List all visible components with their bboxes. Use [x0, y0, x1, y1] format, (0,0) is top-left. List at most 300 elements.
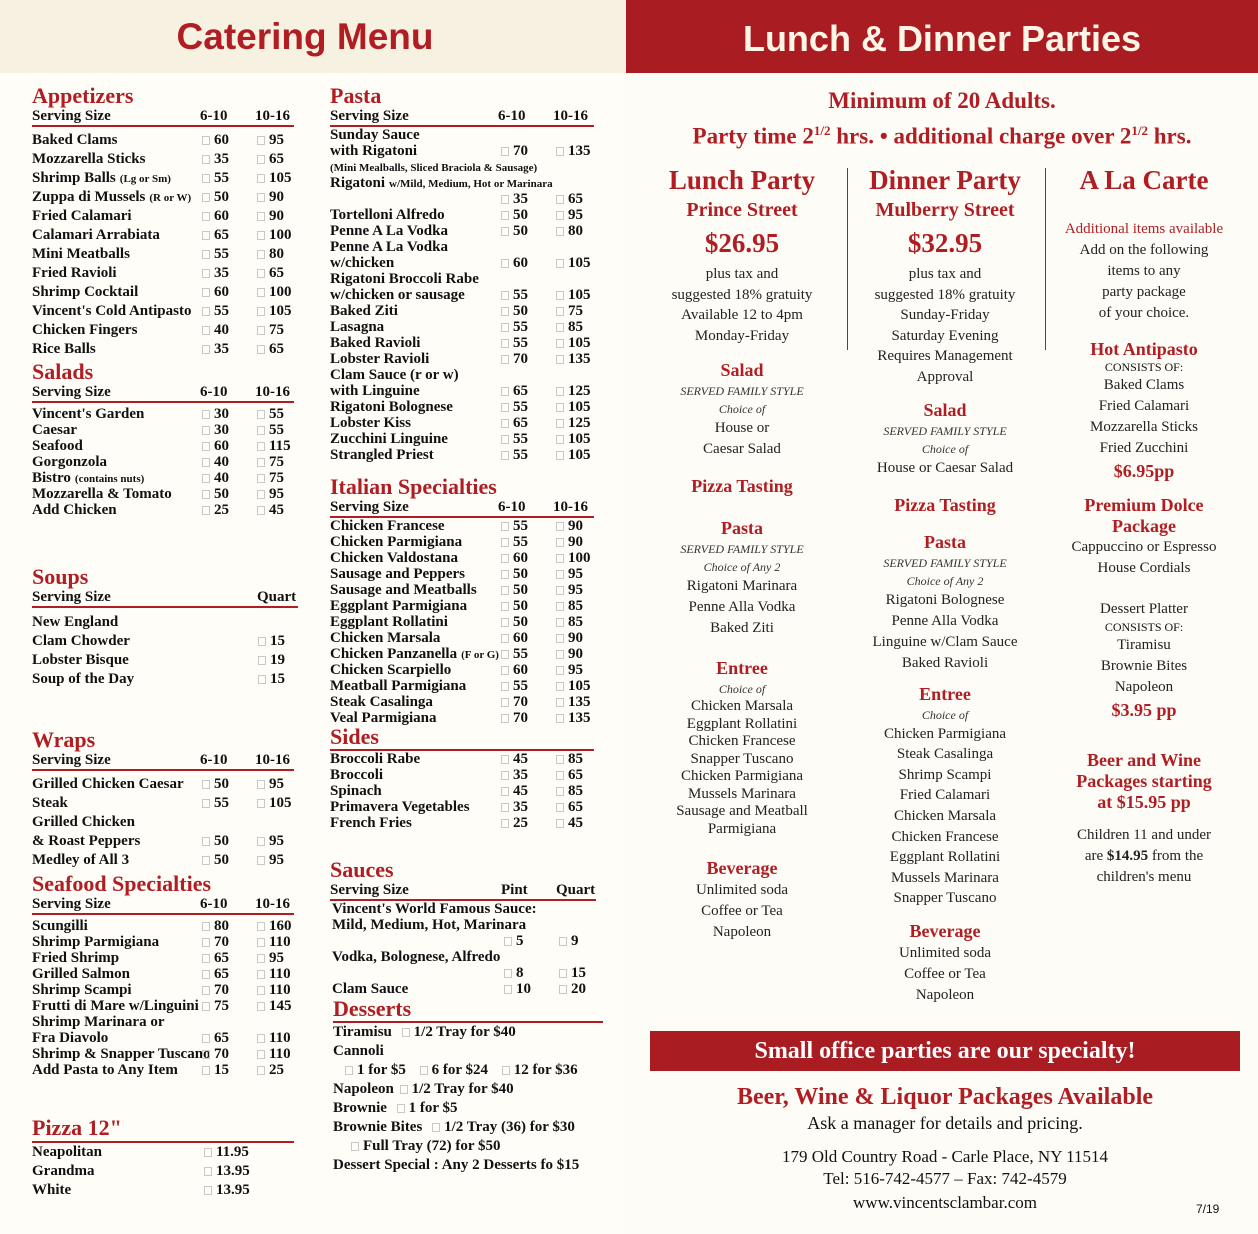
price-box: 70	[202, 934, 229, 950]
item-name: Sausage and Meatballs	[330, 582, 477, 598]
wraps-title: Wraps	[32, 727, 96, 752]
item-name: Zucchini Linguine	[330, 431, 448, 447]
price-box: 50	[202, 832, 229, 851]
menu-item-row	[330, 799, 594, 815]
price-box: 60	[202, 131, 229, 150]
minimum-info	[626, 87, 1258, 153]
soups-title: Soups	[32, 564, 89, 589]
wraps-section	[32, 729, 294, 870]
serving-size-label: Serving Size	[330, 499, 409, 515]
seafood-section	[32, 873, 294, 1078]
price-box: 65	[202, 1030, 229, 1046]
specialty-banner: Small office parties are our specialty!	[650, 1031, 1240, 1071]
menu-item-row	[330, 335, 594, 351]
col-10-16: 10-16	[255, 896, 290, 912]
menu-item-row	[330, 271, 594, 287]
price-box: 55	[501, 399, 528, 415]
wraps-header	[32, 751, 294, 771]
menu-item-row	[330, 351, 594, 367]
dinner-detail: Sunday-Friday	[900, 307, 990, 324]
item-name: Mozzarella & Tomato	[32, 486, 172, 502]
price-box: 60	[202, 438, 229, 454]
lunch-pizza-tasting: Pizza Tasting	[691, 476, 793, 497]
menu-item-row	[330, 582, 594, 598]
item-name: Chicken Fingers	[32, 322, 138, 338]
menu-item-row	[32, 950, 294, 966]
col-quart: Quart	[556, 882, 596, 898]
menu-item-row	[330, 127, 594, 143]
consists-of: CONSISTS OF:	[1104, 620, 1184, 634]
item-name: Rigatoni w/Mild, Medium, Hot or Marinara	[330, 175, 553, 191]
lunch-detail: suggested 18% gratuity	[671, 286, 813, 303]
price-box: 45	[501, 751, 528, 767]
dessert-row	[333, 1080, 603, 1099]
beverage-item: Napoleon	[712, 924, 772, 941]
menu-item-row	[330, 598, 594, 614]
price-box: 85	[556, 783, 583, 799]
menu-item-row	[32, 470, 294, 486]
item-name: Sausage and Peppers	[330, 566, 466, 582]
alacarte-title: A La Carte	[1079, 165, 1209, 195]
price-box: 50	[501, 223, 528, 239]
salads-section	[32, 361, 294, 518]
item-name: Chicken Marsala	[330, 630, 441, 646]
menu-item-row	[32, 1030, 294, 1046]
menu-item-row	[32, 169, 294, 188]
menu-item-row	[32, 283, 294, 302]
price-box: 11.95	[204, 1143, 249, 1162]
price-box: 50	[501, 566, 528, 582]
item-name: w/chicken	[330, 255, 395, 271]
pasta-section	[330, 85, 594, 463]
pasta-item: Penne Alla Vodka	[688, 599, 796, 616]
served-family-style: SERVED FAMILY STYLE	[883, 423, 1007, 438]
price-box: 50	[501, 614, 528, 630]
menu-item-row	[32, 934, 294, 950]
item-name: Shrimp Marinara or	[32, 1014, 165, 1030]
price-box: 115	[257, 438, 291, 454]
catering-menu-page	[0, 0, 626, 1234]
price-box: 55	[202, 302, 229, 321]
menu-item-row	[32, 207, 294, 226]
address: 179 Old Country Road - Carle Place, NY 11514	[782, 1147, 1108, 1166]
item-name: Lasagna	[330, 319, 385, 335]
price-box: 75	[257, 321, 284, 340]
dinner-beverage-title: Beverage	[909, 920, 981, 941]
item-name: Shrimp & Snapper Tuscano	[32, 1046, 211, 1062]
price-box: 95	[257, 486, 284, 502]
dinner-detail: Requires Management	[877, 348, 1013, 365]
beverage-item: Unlimited soda	[898, 944, 992, 961]
price-box: 95	[556, 582, 583, 598]
price-box: 105	[556, 431, 591, 447]
menu-item-row	[32, 406, 294, 422]
choice-label: Choice of	[718, 402, 766, 417]
price-box: 50	[501, 582, 528, 598]
price-box: 15	[258, 632, 285, 651]
dinner-entree-title: Entree	[919, 683, 971, 704]
price-box: 100	[556, 550, 591, 566]
price-box: 50	[202, 775, 229, 794]
serving-size-label: Serving Size	[330, 882, 409, 898]
party-banner	[626, 0, 1258, 73]
sides-title: Sides	[330, 726, 594, 751]
item-name: Mini Meatballs	[32, 246, 130, 262]
choice-label: Choice of Any 2	[906, 573, 984, 588]
lunch-entree-title: Entree	[716, 658, 768, 679]
item-name: Fried Shrimp	[32, 950, 120, 966]
item-name: Grilled Chicken	[32, 814, 135, 830]
price-box: 70	[501, 694, 528, 710]
sauce-prices	[330, 933, 596, 949]
choice-label: Choice of	[921, 441, 969, 456]
item-name: Grandma	[32, 1163, 95, 1179]
price-box: 50	[202, 188, 229, 207]
party-time: Party time $2^{1/2}$ hrs. • additional charge over $2^{1/2}$ hrs.	[692, 123, 1192, 149]
price-box: 145	[257, 998, 292, 1014]
price-box: 35	[202, 340, 229, 359]
menu-item-row	[32, 775, 294, 794]
choice-label: Choice of	[718, 682, 766, 697]
liquor-packages: Beer, Wine & Liquor Packages Available	[736, 1084, 1154, 1110]
price-box: 75	[202, 998, 229, 1014]
sauce-line	[330, 901, 596, 917]
price-box: 105	[556, 287, 591, 303]
salad-item: House or	[714, 420, 770, 437]
menu-item-row	[330, 223, 594, 239]
item-name: Baked Ziti	[330, 303, 398, 319]
price-box: 55	[202, 794, 229, 813]
choice-label: Choice of	[921, 707, 969, 722]
menu-item-row	[330, 550, 594, 566]
item-name: Penne A La Vodka	[330, 223, 448, 239]
price-box: 75	[556, 303, 583, 319]
price-box: 90	[556, 534, 583, 550]
col-10-16: 10-16	[553, 108, 588, 124]
serving-size-label: Serving Size	[32, 384, 111, 400]
menu-item-row	[32, 422, 294, 438]
choice-label: Choice of Any 2	[703, 560, 781, 575]
price-box: 13.95	[204, 1181, 250, 1200]
menu-item-row	[330, 662, 594, 678]
menu-item-row	[32, 1162, 294, 1181]
item-name: Steak	[32, 795, 68, 811]
item-name: Steak Casalinga	[330, 694, 433, 710]
price-box: 65	[257, 340, 284, 359]
price-box: 110	[257, 982, 291, 998]
sauce-prices	[330, 965, 596, 981]
menu-item-row	[330, 415, 594, 431]
entree-item: Parmigiana	[707, 820, 777, 837]
price-box: 135	[556, 710, 591, 726]
col-quart: Quart	[257, 589, 297, 605]
print-code: 7/19	[1196, 1202, 1220, 1216]
menu-item-row	[330, 175, 594, 191]
served-family-style: SERVED FAMILY STYLE	[883, 555, 1007, 570]
price-box: 55	[202, 245, 229, 264]
item-name: Caesar	[32, 422, 77, 438]
price-box: 55	[257, 422, 284, 438]
beverage-item: Unlimited soda	[695, 882, 789, 899]
price-box: 105	[556, 335, 591, 351]
item-name: Primavera Vegetables	[330, 799, 470, 815]
price-box: 110	[257, 934, 291, 950]
dessert-special: Dessert Special : Any 2 Desserts fo $15	[333, 1157, 580, 1173]
price-box: 110	[257, 1046, 291, 1062]
menu-item-row	[330, 191, 594, 207]
price-box: 45	[501, 783, 528, 799]
serving-size-label: Serving Size	[32, 589, 111, 605]
pasta-item: Baked Ravioli	[901, 654, 989, 671]
dolce-item: Cappuccino or Espresso	[1071, 539, 1217, 555]
menu-item-row	[330, 143, 594, 159]
catering-banner	[0, 0, 626, 73]
dessert-row	[333, 1023, 603, 1042]
menu-item-row	[330, 767, 594, 783]
item-name: Shrimp Balls (Lg or Sm)	[32, 170, 171, 186]
menu-item-row	[32, 502, 294, 518]
dinner-price: $32.95	[907, 228, 983, 258]
seafood-title: Seafood Specialties	[32, 871, 212, 896]
alacarte-column	[1046, 164, 1242, 888]
price-box: 95	[556, 662, 583, 678]
menu-item-row	[32, 486, 294, 502]
pizza-title: Pizza 12"	[32, 1117, 294, 1143]
item-name: Calamari Arrabiata	[32, 227, 160, 243]
item-name: Sunday Sauce	[330, 127, 420, 143]
sauce-line	[330, 949, 596, 965]
entree-item: Snapper Tuscano	[690, 750, 794, 767]
sauce-name: Vincent's World Famous Sauce:	[332, 901, 537, 917]
price-box: 65	[257, 264, 284, 283]
phone-fax: Tel: 516-742-4577 – Fax: 742-4579	[823, 1169, 1067, 1188]
party-title: Lunch & Dinner Parties	[742, 18, 1142, 59]
item-name: Grilled Chicken Caesar	[32, 776, 184, 792]
brownie-bites-full: Full Tray (72) for $50	[351, 1137, 501, 1156]
entree-item: Snapper Tuscano	[893, 890, 997, 907]
price-box: 60	[501, 550, 528, 566]
entree-item: Chicken Francese	[688, 733, 796, 750]
menu-item-row	[330, 614, 594, 630]
pasta-item: Linguine w/Clam Sauce	[872, 633, 1018, 650]
salad-item: Caesar Salad	[703, 441, 781, 458]
entree-item: Chicken Francese	[891, 828, 999, 845]
item-name: Vincent's Cold Antipasto	[32, 303, 192, 319]
menu-item-row	[32, 150, 294, 169]
item-name: French Fries	[330, 815, 412, 831]
col-10-16: 10-16	[255, 752, 290, 768]
salads-header	[32, 383, 294, 403]
price-box: 65	[257, 150, 284, 169]
appetizers-header	[32, 107, 294, 127]
price-box: 70	[501, 351, 528, 367]
entree-item: Eggplant Rollatini	[686, 715, 798, 732]
price-box: 95	[257, 131, 284, 150]
item-name: (Mini Mealballs, Sliced Braciola & Sausage)	[330, 162, 538, 174]
price-box: 30	[202, 422, 229, 438]
price-box: 70	[202, 1046, 229, 1062]
price-box: 55	[501, 335, 528, 351]
menu-item-row	[32, 1143, 294, 1162]
dessert-row	[333, 1099, 603, 1118]
menu-item-row	[330, 447, 594, 463]
entree-item: Chicken Parmigiana	[680, 768, 804, 785]
desserts-title: Desserts	[333, 998, 603, 1023]
price-box: 65	[501, 415, 528, 431]
pasta-item: Rigatoni Marinara	[686, 578, 798, 595]
menu-item-row	[330, 287, 594, 303]
item-name: Zuppa di Mussels (R or W)	[32, 189, 192, 205]
menu-item-row	[32, 226, 294, 245]
website-link[interactable]: www.vincentsclambar.com	[853, 1193, 1037, 1212]
lunch-detail: plus tax and	[705, 266, 779, 282]
dinner-salad-title: Salad	[923, 399, 967, 420]
minimum-adults: Minimum of 20 Adults.	[828, 88, 1056, 113]
menu-item-row	[32, 613, 298, 632]
dessert-platter-price: $3.95 pp	[1111, 700, 1177, 720]
dessert-tiramisu: Tiramisu 1/2 Tray for $40	[333, 1024, 516, 1040]
menu-item-row	[330, 566, 594, 582]
price-box: 45	[556, 815, 583, 831]
menu-item-row	[330, 694, 594, 710]
pasta-item: Rigatoni Bolognese	[885, 591, 1005, 608]
dinner-pizza-tasting: Pizza Tasting	[894, 494, 996, 515]
hot-antipasto-item: Fried Zucchini	[1099, 440, 1189, 456]
lunch-location: Prince Street	[686, 199, 798, 221]
menu-item-row	[330, 534, 594, 550]
served-family-style: SERVED FAMILY STYLE	[680, 542, 804, 557]
item-name: Eggplant Rollatini	[330, 614, 448, 630]
item-name: w/chicken or sausage	[330, 287, 465, 303]
price-box: 95	[257, 851, 284, 870]
item-name: Lobster Kiss	[330, 415, 411, 431]
menu-item-row	[32, 1181, 294, 1200]
appetizers-section	[32, 85, 294, 359]
price-box: 30	[202, 406, 229, 422]
dessert-cannoli: Cannoli	[333, 1043, 384, 1059]
price-box: 105	[556, 678, 591, 694]
children-menu: children's menu	[1096, 869, 1192, 885]
price-box: 95	[257, 950, 284, 966]
price-box: 65	[202, 950, 229, 966]
menu-item-row	[330, 239, 594, 255]
price-box: 25	[202, 502, 229, 518]
menu-item-row	[32, 813, 294, 832]
price-box: 50	[202, 851, 229, 870]
lunch-detail: Monday-Friday	[694, 327, 790, 344]
dinner-location: Mulberry Street	[875, 199, 1015, 221]
menu-item-row	[32, 851, 294, 870]
item-name: Medley of All 3	[32, 852, 130, 868]
price-box: 70	[501, 143, 528, 159]
price-box: 125	[556, 415, 591, 431]
item-name: with Rigatoni	[330, 143, 418, 159]
price-pint: 8	[504, 965, 524, 981]
menu-item-row	[330, 646, 594, 662]
lunch-detail: Available 12 to 4pm	[681, 307, 803, 324]
price-box: 50	[202, 486, 229, 502]
beer-wine-packages: Beer and Wine Packages starting at $15.95 pp	[1076, 750, 1212, 812]
item-name: Bistro (contains nuts)	[32, 470, 145, 486]
item-name: Penne A La Vodka	[330, 239, 448, 255]
price-box: 90	[556, 518, 583, 534]
entree-item: Shrimp Scampi	[898, 766, 992, 783]
dinner-detail: Saturday Evening	[891, 327, 999, 344]
price-box: 50	[501, 598, 528, 614]
item-name: Chicken Scarpiello	[330, 662, 452, 678]
lunch-pasta-title: Pasta	[721, 518, 763, 539]
item-name: Fried Ravioli	[32, 265, 117, 281]
item-name: Gorgonzola	[32, 454, 107, 470]
price-box: 100	[257, 226, 292, 245]
item-name: & Roast Peppers	[32, 833, 141, 849]
price-box: 135	[556, 351, 591, 367]
col-10-16: 10-16	[553, 499, 588, 515]
sauce-line	[330, 981, 596, 997]
price-box: 60	[501, 255, 528, 271]
menu-item-row	[32, 982, 294, 998]
price-box: 35	[202, 264, 229, 283]
alacarte-intro-line: items to any	[1107, 263, 1181, 279]
dessert-row	[333, 1156, 603, 1175]
platter-item: Tiramisu	[1117, 637, 1171, 653]
pasta-title: Pasta	[330, 83, 382, 108]
pasta-header	[330, 107, 594, 127]
price-box: 105	[257, 169, 292, 188]
menu-item-row	[330, 159, 594, 175]
price-box: 60	[501, 630, 528, 646]
pasta-item: Penne Alla Vodka	[891, 612, 999, 629]
col-10-16: 10-16	[255, 108, 290, 124]
price-box: 55	[501, 646, 528, 662]
menu-item-row	[32, 321, 294, 340]
item-name: Add Pasta to Any Item	[32, 1062, 178, 1078]
sauce-line	[330, 917, 596, 933]
item-name: White	[32, 1182, 72, 1198]
item-name: Baked Clams	[32, 132, 118, 148]
item-name: Clam Sauce (r or w)	[330, 367, 459, 383]
price-box: 35	[501, 767, 528, 783]
item-name: Shrimp Parmigiana	[32, 934, 160, 950]
menu-item-row	[32, 340, 294, 359]
price-quart: 9	[559, 933, 579, 949]
footer-info	[650, 1082, 1240, 1216]
price-box: 55	[501, 447, 528, 463]
menu-item-row	[32, 188, 294, 207]
entree-item: Mussels Marinara	[891, 869, 999, 886]
price-box: 65	[501, 383, 528, 399]
price-box: 15	[258, 670, 285, 689]
hot-antipasto-item: Fried Calamari	[1098, 398, 1190, 414]
price-box: 55	[501, 287, 528, 303]
price-quart: 20	[559, 981, 586, 997]
entree-item: Eggplant Rollatini	[889, 849, 1001, 866]
consists-of: CONSISTS OF:	[1104, 360, 1184, 374]
item-name: Chicken Valdostana	[330, 550, 458, 566]
menu-item-row	[32, 670, 298, 689]
item-name: Strangled Priest	[330, 447, 434, 463]
pasta-item: Baked Ziti	[710, 620, 774, 637]
price-box: 105	[257, 794, 292, 813]
item-name: Rigatoni Bolognese	[330, 399, 453, 415]
item-name: Grilled Salmon	[32, 966, 130, 982]
price-box: 65	[202, 226, 229, 245]
item-name: Broccoli	[330, 767, 384, 783]
hot-antipasto-price: $6.95pp	[1113, 461, 1175, 481]
pizza-section	[32, 1117, 294, 1200]
dessert-row	[333, 1118, 603, 1137]
price-box: 70	[501, 710, 528, 726]
